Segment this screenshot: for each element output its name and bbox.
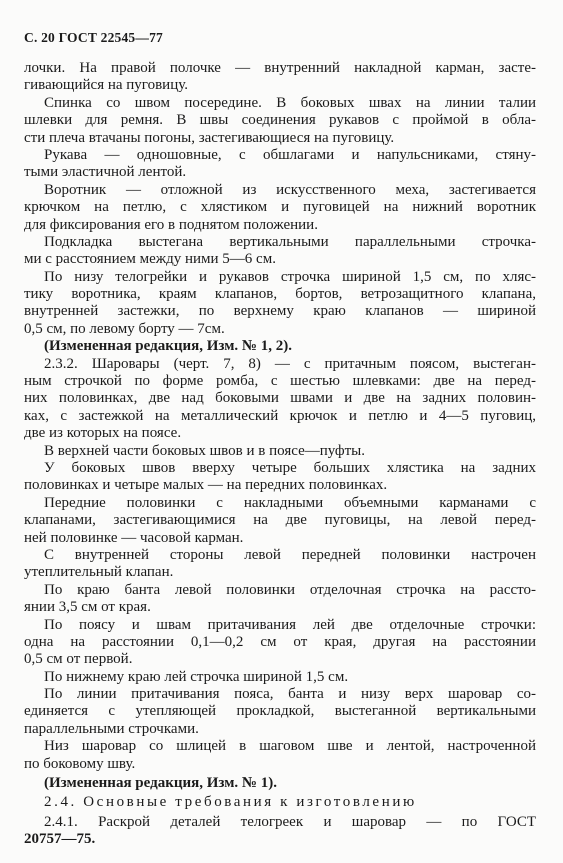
text-line: Передние половинки с накладными объемными карманами с [44,494,536,511]
document-body [24,60,536,849]
text-line: Воротник — отложной из искусственного меха, застегивается [44,181,536,198]
text-line: по боковому шву. [24,755,136,772]
text-line: две из которых на поясе. [24,425,182,442]
text-line: ках, с застежкой на металлический крючок и петлю и 4—5 пуговиц, [24,407,536,424]
section-heading: 2.4. Основные требования к изготовлению [44,794,417,811]
text-line: ней половинке — часовой карман. [24,529,244,546]
text-line: По линии притачивания пояса, банта и низу верх шаровар со- [44,686,536,703]
text-line: ным строчкой по форме ромба, с шестью шлевками: две на перед- [24,373,536,390]
text-line: крючком на петлю, с хлястиком и пуговицей на нижний воротник [24,199,536,216]
text-line: тыми эластичной лентой. [24,164,187,181]
text-line: Подкладка выстегана вертикальными параллельными строчка- [44,233,536,250]
text-line: них половинках, две над боковыми швами и две на задних половин- [24,390,536,407]
text-line: 20757—75. [24,831,96,848]
text-line: единяется с утепляющей прокладкой, выстеганной вертикальными [24,703,536,720]
text-line: 0,5 см от первой. [24,651,133,668]
text-line: 0,5 см, по левому борту — 7см. [24,320,225,337]
text-line: лочки. На правой полочке — внутренний накладной карман, засте- [24,60,536,76]
text-line: ми с расстоянием между ними 5—6 см. [24,251,276,268]
text-line: тику воротника, краям клапанов, бортов, ветрозащитного клапана, [24,286,536,303]
page-header: С. 20 ГОСТ 22545—77 [24,30,163,45]
text-line: сти плеча втачаны погоны, застегивающиеся на пуговицу. [24,129,395,146]
text-line: По низу телогрейки и рукавов строчка шириной 1,5 см, по хляс- [44,268,536,285]
text-line: шлевки для ремня. В швы соединения рукавов с проймой в обла- [24,112,536,129]
text-line: гивающийся на пуговицу. [24,77,188,94]
amendment-note: (Измененная редакция, Изм. № 1, 2). [44,338,293,355]
text-line: По нижнему краю лей строчка шириной 1,5 см. [44,668,349,685]
text-line: У боковых швов вверху четыре больших хлястика на задних [44,459,536,476]
text-line: По краю банта левой половинки отделочная строчка на рассто- [44,581,536,598]
text-line: С внутренней стороны левой передней половинки настрочен [44,546,536,563]
text-line: В верхней части боковых швов и в поясе—пуфты. [44,442,365,459]
text-line: Рукава — одношовные, с обшлагами и напульсниками, стяну- [44,146,536,163]
text-line: клапанами, застегивающимися на две пуговицы, на левой перед- [24,512,536,529]
text-line: Спинка со швом посередине. В боковых швах на линии талии [44,94,536,111]
text-line: половинках и четыре малых — на передних половинках. [24,477,388,494]
text-line: внутренней застежки, по верхнему краю клапанов — шириной [24,303,536,320]
text-line: одна на расстоянии 0,1—0,2 см от края, другая на расстоянии [24,633,536,650]
text-line: янии 3,5 см от края. [24,599,151,616]
text-line: Низ шаровар со шлицей в шаговом шве и лентой, настроченной [44,738,536,755]
text-line: 2.4.1. Раскрой деталей телогреек и шаровар — по ГОСТ [44,813,536,830]
text-line: параллельными строчками. [24,720,199,737]
text-line: для фиксирования его в поднятом положении. [24,216,318,233]
text-line: утеплительный клапан. [24,564,174,581]
text-line: По поясу и швам притачивания лей две отделочные строчки: [44,616,536,633]
amendment-note: (Измененная редакция, Изм. № 1). [44,775,278,792]
text-line: 2.3.2. Шаровары (черт. 7, 8) — с притачным поясом, выстеган- [44,355,536,372]
